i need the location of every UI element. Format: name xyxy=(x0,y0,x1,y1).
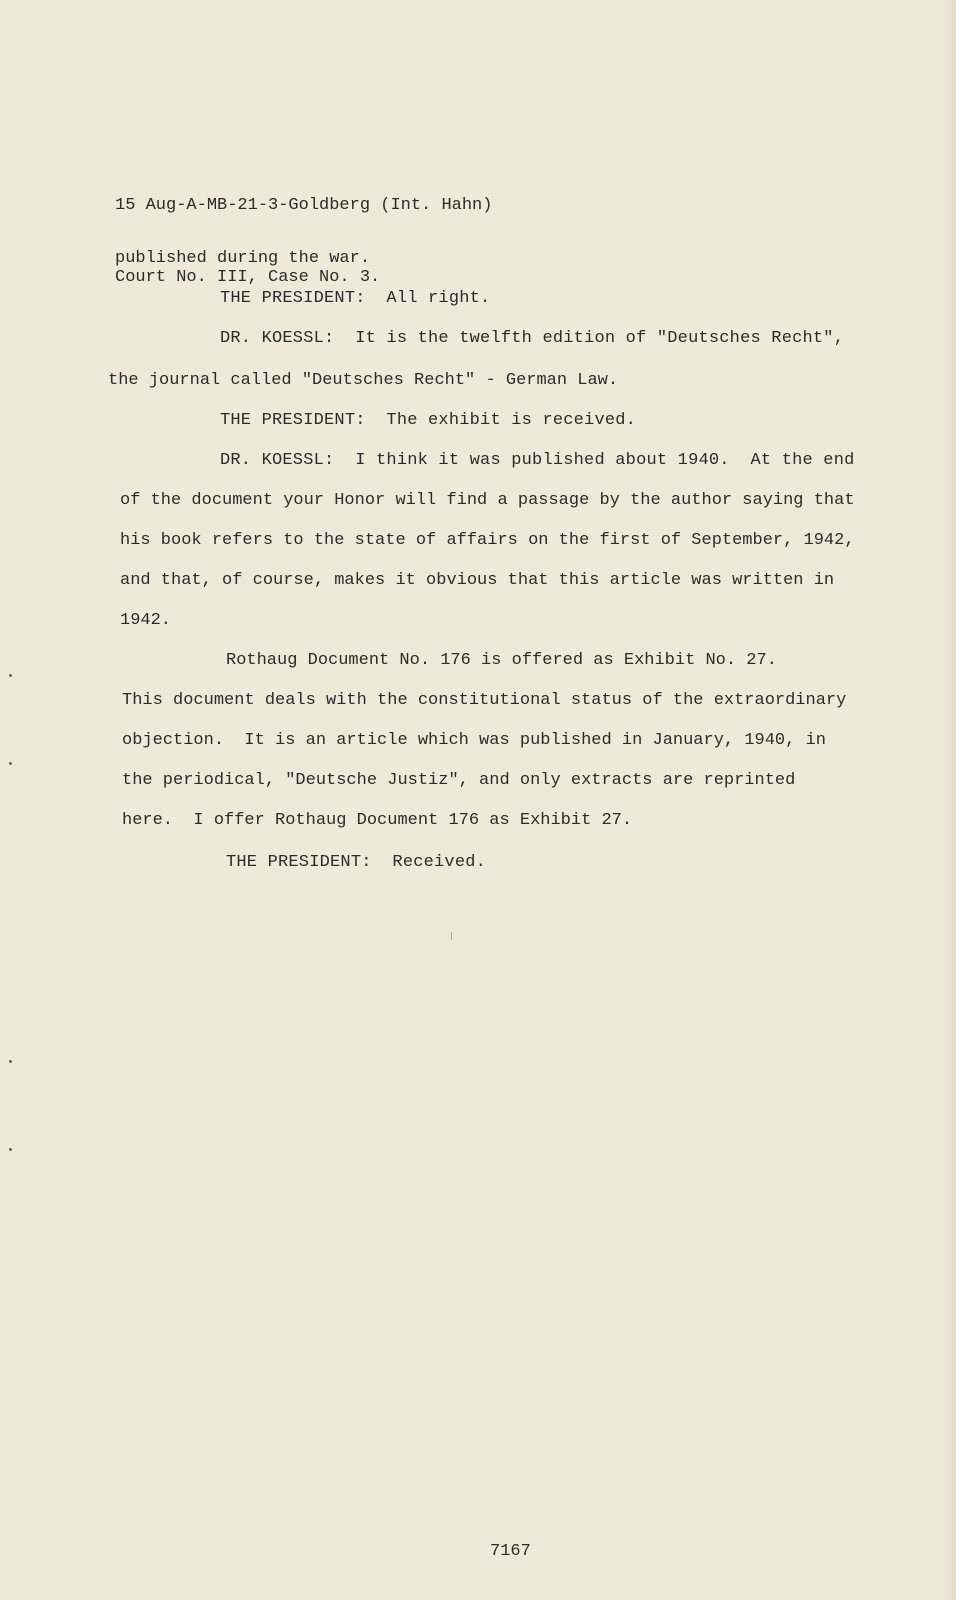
transcript-line-13: objection. It is an article which was published in January, 1940, in xyxy=(122,731,826,750)
transcript-line-14: the periodical, "Deutsche Justiz", and only extracts are reprinted xyxy=(122,771,796,790)
transcript-line-1: published during the war. xyxy=(115,249,371,268)
header-court-line: Court No. III, Case No. 3. xyxy=(115,268,381,287)
margin-mark xyxy=(9,1148,12,1151)
transcript-line-12: This document deals with the constitutional status of the extraordinary xyxy=(122,691,847,710)
transcript-line-7: of the document your Honor will find a passage by the author saying that xyxy=(120,491,855,510)
margin-mark xyxy=(9,762,12,765)
transcript-line-10: 1942. xyxy=(120,611,172,630)
transcript-line-2: THE PRESIDENT: All right. xyxy=(220,289,491,308)
margin-mark xyxy=(9,1060,12,1063)
page-edge xyxy=(942,0,956,1600)
transcript-line-11: Rothaug Document No. 176 is offered as Exhibit No. 27. xyxy=(226,651,777,670)
transcript-line-5: THE PRESIDENT: The exhibit is received. xyxy=(220,411,637,430)
transcript-line-8: his book refers to the state of affairs on the first of September, 1942, xyxy=(120,531,855,550)
header-session-line: 15 Aug-A-MB-21-3-Goldberg (Int. Hahn) xyxy=(115,196,493,215)
transcript-line-16: THE PRESIDENT: Received. xyxy=(226,853,487,872)
transcript-line-4: the journal called "Deutsches Recht" - German Law. xyxy=(108,371,619,390)
transcript-line-3: DR. KOESSL: It is the twelfth edition of "Deutsches Recht", xyxy=(220,329,845,348)
transcript-line-6: DR. KOESSL: I think it was published about 1940. At the end xyxy=(220,451,855,470)
paper-fleck xyxy=(451,932,452,940)
transcript-line-9: and that, of course, makes it obvious that this article was written in xyxy=(120,571,835,590)
margin-mark xyxy=(9,674,12,677)
transcript-line-15: here. I offer Rothaug Document 176 as Exhibit 27. xyxy=(122,811,633,830)
page-number: 7167 xyxy=(490,1542,531,1561)
